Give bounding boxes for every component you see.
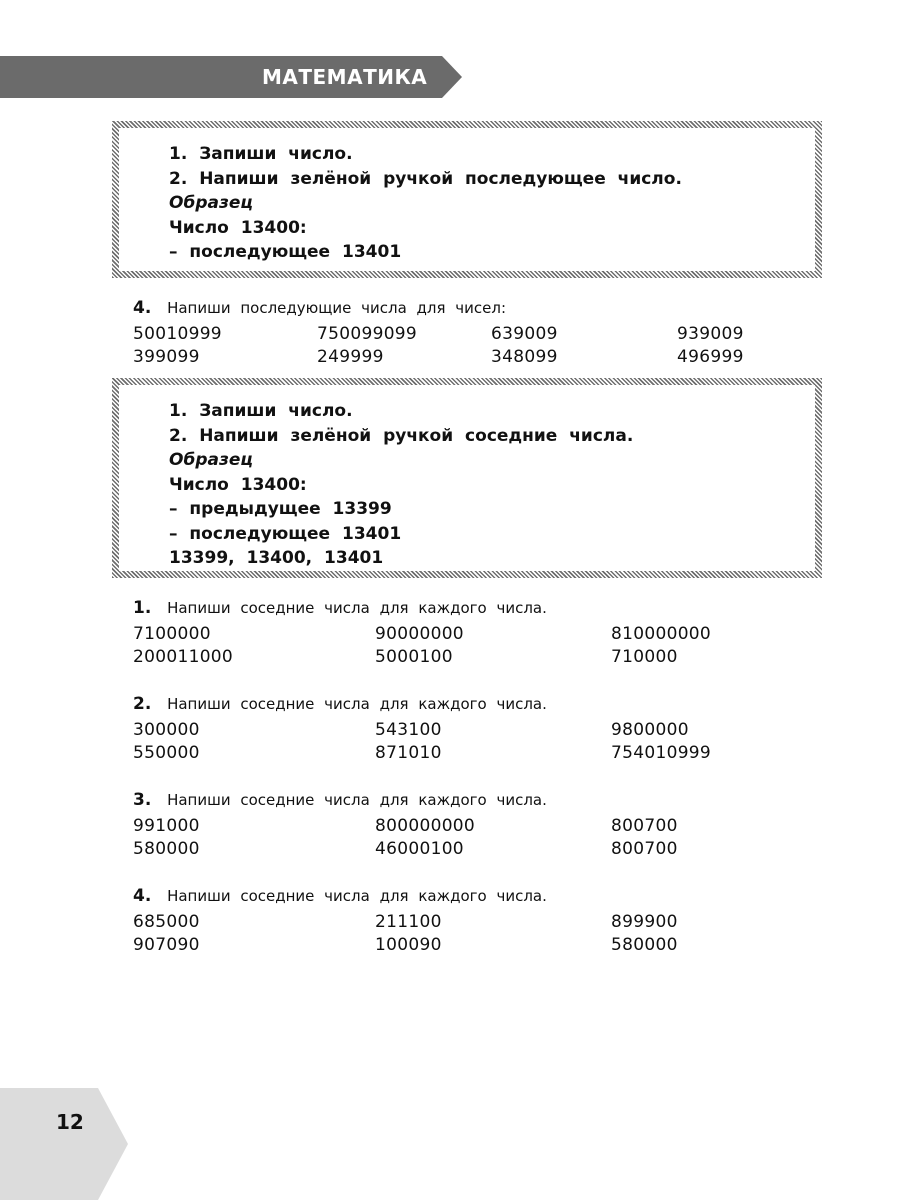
number-cell: 639009 [491,324,558,344]
exercise-number: 1. [133,598,152,618]
number-row [0,720,900,744]
number-cell: 685000 [133,912,200,932]
number-cell: 899900 [611,912,678,932]
number-cell: 991000 [133,816,200,836]
number-cell: 46000100 [375,839,464,859]
number-cell: 399099 [133,347,200,367]
number-cell: 211100 [375,912,442,932]
rule-box-next-number [112,121,822,278]
page-title: МАТЕМАТИКА [262,65,428,89]
number-row [0,347,900,371]
number-cell: 550000 [133,743,200,763]
sample-label: Образец [169,193,253,213]
exercise-title [133,790,547,810]
exercise-text: Напиши соседние числа для каждого числа. [167,791,547,809]
exercise-text: Напиши соседние числа для каждого числа. [167,695,547,713]
number-cell: 300000 [133,720,200,740]
number-row [0,324,900,348]
number-cell: 907090 [133,935,200,955]
number-cell: 800700 [611,816,678,836]
number-row [0,816,900,840]
number-cell: 200011000 [133,647,234,667]
exercise-title [133,298,506,318]
sample-line: Число 13400: [169,474,307,495]
exercise-number: 2. [133,694,152,714]
number-cell: 348099 [491,347,558,367]
sample-line: – последующее 13401 [169,523,402,544]
number-cell: 800700 [611,839,678,859]
exercise-text: Напиши соседние числа для каждого числа. [167,599,547,617]
number-cell: 754010999 [611,743,712,763]
exercise-text: Напиши соседние числа для каждого числа. [167,887,547,905]
number-row [0,839,900,863]
rule-line: 2. Напиши зелёной ручкой соседние числа. [169,425,634,446]
page-number: 12 [56,1110,84,1134]
exercise-number: 3. [133,790,152,810]
number-row [0,647,900,671]
number-cell: 50010999 [133,324,222,344]
exercise-title [133,886,547,906]
sample-line: Число 13400: [169,217,307,238]
number-cell: 710000 [611,647,678,667]
number-row [0,935,900,959]
number-cell: 7100000 [133,624,211,644]
sample-line: 13399, 13400, 13401 [169,548,384,568]
number-cell: 871010 [375,743,442,763]
number-cell: 810000000 [611,624,712,644]
exercise-title [133,598,547,618]
page-number-tab [0,1088,128,1200]
number-cell: 580000 [133,839,200,859]
number-cell: 496999 [677,347,744,367]
number-row [0,912,900,936]
number-cell: 9800000 [611,720,689,740]
number-cell: 800000000 [375,816,476,836]
exercise-text: Напиши последующие числа для чисел: [167,299,507,317]
rule-line: 1. Запиши число. [169,401,353,421]
number-cell: 90000000 [375,624,464,644]
rule-line: 1. Запиши число. [169,144,353,164]
exercise-title [133,694,547,714]
sample-label: Образец [169,450,253,470]
number-cell: 580000 [611,935,678,955]
rule-line: 2. Напиши зелёной ручкой последующее число. [169,168,682,189]
number-cell: 543100 [375,720,442,740]
number-cell: 939009 [677,324,744,344]
number-cell: 750099099 [317,324,418,344]
exercise-number: 4. [133,298,152,318]
sample-line: – последующее 13401 [169,242,402,262]
number-cell: 5000100 [375,647,453,667]
number-cell: 249999 [317,347,384,367]
number-row [0,743,900,767]
exercise-number: 4. [133,886,152,906]
number-cell: 100090 [375,935,442,955]
sample-line: – предыдущее 13399 [169,499,392,519]
number-row [0,624,900,648]
rule-box-neighbour-numbers [112,378,822,578]
